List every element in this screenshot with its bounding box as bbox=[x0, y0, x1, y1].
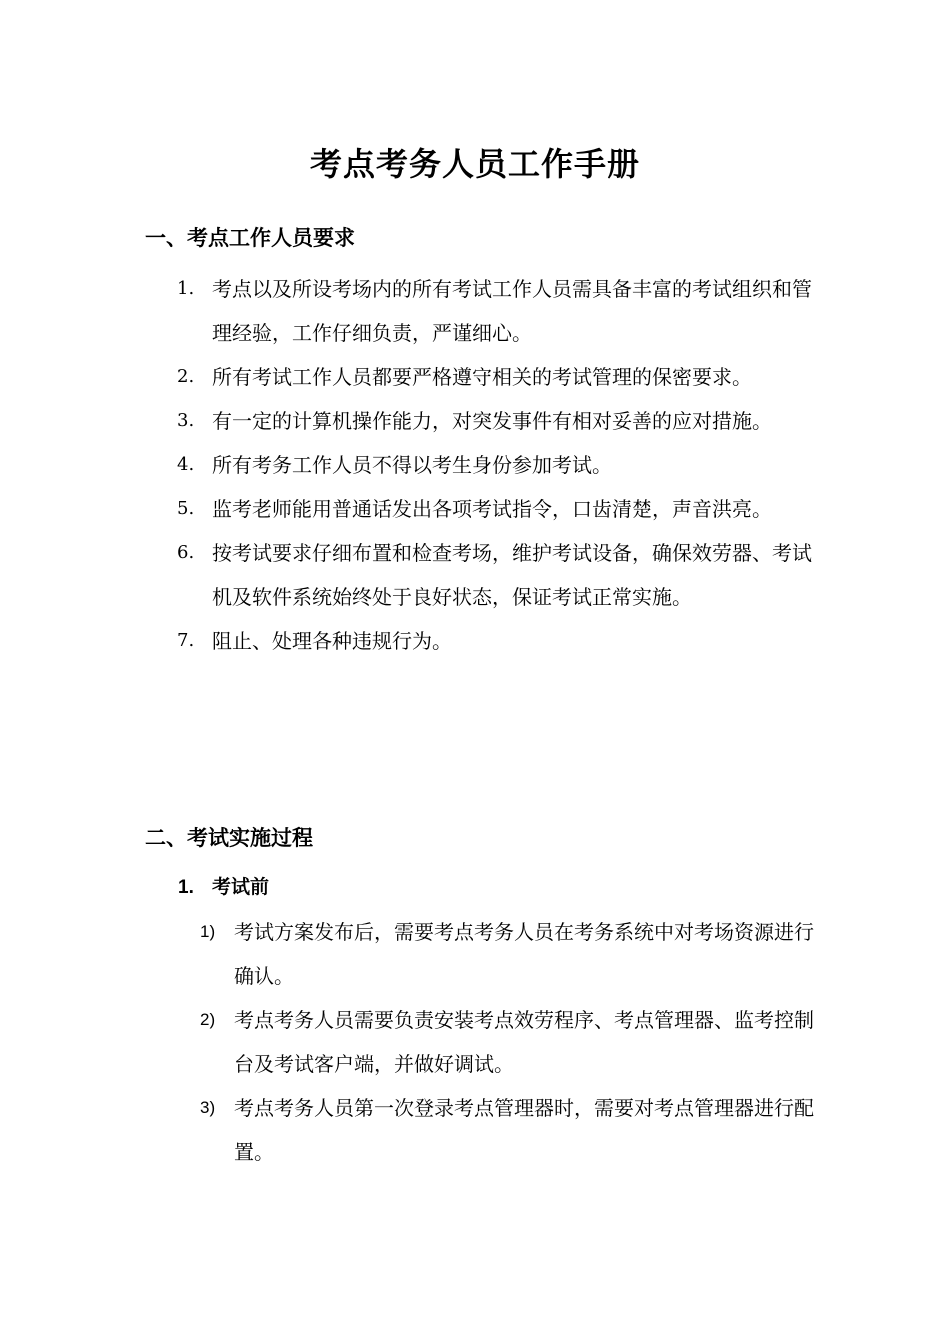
list-item-text: 考点以及所设考场内的所有考试工作人员需具备丰富的考试组织和管理经验，工作仔细负责，严谨细心。 bbox=[212, 277, 812, 345]
list-item-number: 2. bbox=[177, 366, 195, 387]
list-item bbox=[0, 399, 950, 443]
list-item-number: 5. bbox=[177, 498, 195, 519]
list-item bbox=[0, 998, 950, 1086]
list-item-text: 监考老师能用普通话发出各项考试指令，口齿清楚，声音洪亮。 bbox=[212, 497, 772, 521]
subsection-heading-before-exam bbox=[178, 872, 269, 903]
document-title: 考点考务人员工作手册 bbox=[309, 145, 640, 183]
list-item-number: 1) bbox=[200, 922, 216, 941]
list-item-number: 7. bbox=[177, 630, 195, 651]
list-item-number: 3. bbox=[177, 410, 195, 431]
list-item-text: 所有考试工作人员都要严格遵守相关的考试管理的保密要求。 bbox=[212, 365, 752, 389]
list-item bbox=[0, 910, 950, 998]
subsection-title: 考试前 bbox=[212, 876, 270, 898]
list-item-text: 按考试要求仔细布置和检查考场，维护考试设备，确保效劳器、考试机及软件系统始终处于良好状态，保证考试正常实施。 bbox=[212, 541, 812, 609]
list-item-text: 考点考务人员第一次登录考点管理器时，需要对考点管理器进行配置。 bbox=[234, 1096, 814, 1164]
requirements-list bbox=[0, 267, 950, 663]
list-item-number: 6. bbox=[177, 542, 195, 563]
list-item-number: 2) bbox=[200, 1010, 216, 1029]
list-item bbox=[0, 1086, 950, 1174]
list-item-number: 3) bbox=[200, 1098, 216, 1117]
list-item bbox=[0, 619, 950, 663]
list-item-text: 所有考务工作人员不得以考生身份参加考试。 bbox=[212, 453, 612, 477]
section-heading-requirements: 一、考点工作人员要求 bbox=[145, 226, 355, 250]
list-item bbox=[0, 531, 950, 619]
before-exam-list bbox=[0, 910, 950, 1174]
list-item bbox=[0, 267, 950, 355]
list-item-number: 1. bbox=[177, 278, 195, 299]
subsection-number: 1. bbox=[178, 877, 194, 898]
list-item-text: 考试方案发布后，需要考点考务人员在考务系统中对考场资源进行确认。 bbox=[234, 920, 814, 988]
section-heading-process: 二、考试实施过程 bbox=[145, 826, 313, 850]
list-item bbox=[0, 355, 950, 399]
list-item bbox=[0, 443, 950, 487]
list-item bbox=[0, 487, 950, 531]
list-item-text: 阻止、处理各种违规行为。 bbox=[212, 629, 452, 653]
list-item-number: 4. bbox=[177, 454, 195, 475]
list-item-text: 考点考务人员需要负责安装考点效劳程序、考点管理器、监考控制台及考试客户端，并做好调试。 bbox=[234, 1008, 814, 1076]
list-item-text: 有一定的计算机操作能力，对突发事件有相对妥善的应对措施。 bbox=[212, 409, 772, 433]
